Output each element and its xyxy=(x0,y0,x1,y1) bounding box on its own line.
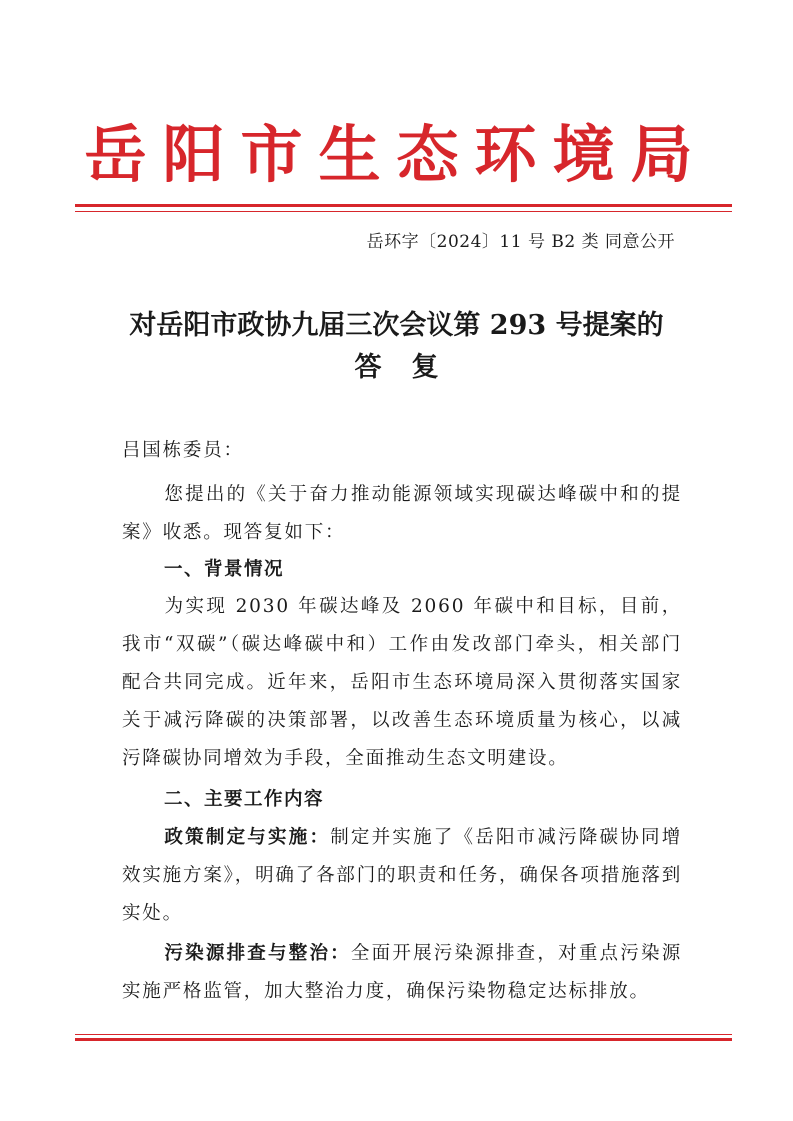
document-title-line1: 对岳阳市政协九届三次会议第 293 号提案的 xyxy=(129,310,664,341)
section1-paragraph xyxy=(122,588,682,778)
item2-paragraph xyxy=(122,935,682,1011)
intro-paragraph xyxy=(122,476,682,552)
issuer-name: 岳阳市生态环境局 xyxy=(84,118,709,191)
header-red-line-thin xyxy=(75,211,732,212)
document-number: 岳环字〔2024〕11 号 B2 类 同意公开 xyxy=(366,232,675,252)
salutation: 吕国栋委员： xyxy=(122,440,244,461)
item1-paragraph xyxy=(122,819,682,933)
section2-heading: 二、主要工作内容 xyxy=(164,789,325,810)
document-title-line2: 答复 xyxy=(354,352,469,383)
header-red-line-thick xyxy=(75,204,732,207)
item2-text: 全面开展污染源排查，对重点污染源实施严格监管，加大整治力度，确保污染物稳定达标排放。 xyxy=(122,943,682,1002)
item1-lead: 政策制定与实施： xyxy=(164,827,331,848)
intro-text: 您提出的《关于奋力推动能源领域实现碳达峰碳中和的提案》收悉。现答复如下： xyxy=(122,484,682,543)
footer-red-line-thick xyxy=(75,1038,732,1041)
footer-red-line-thin xyxy=(75,1034,732,1035)
section1-heading: 一、背景情况 xyxy=(164,559,285,580)
item2-lead: 污染源排查与整治： xyxy=(164,943,351,964)
section1-text: 为实现 2030 年碳达峰及 2060 年碳中和目标，目前，我市“双碳”（碳达峰碳中和）工作由发改部门牵头，相关部门配合共同完成。近年来，岳阳市生态环境局深入贯彻落实国家关于减污降碳的决策部署，以改善生态环境质量为核心，以减污降碳协同增效为手段，全面推动生态文明建设。 xyxy=(122,596,682,769)
item1-text: 制定并实施了《岳阳市减污降碳协同增效实施方案》，明确了各部门的职责和任务，确保各项措施落到实处。 xyxy=(122,827,682,924)
